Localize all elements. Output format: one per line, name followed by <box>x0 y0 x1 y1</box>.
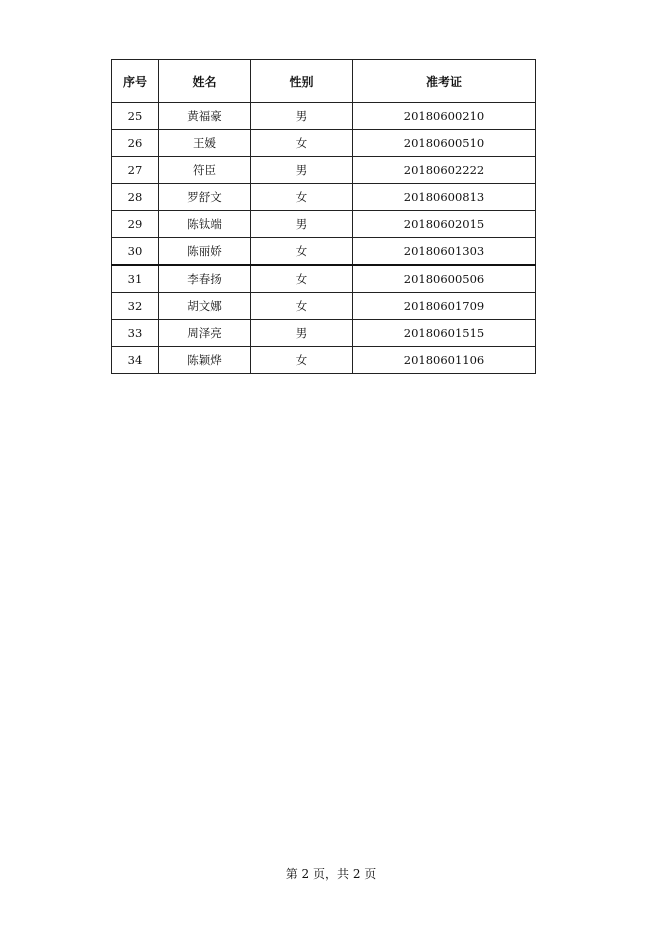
header-exam-id: 准考证 <box>353 60 536 103</box>
header-row <box>112 60 536 103</box>
table-row <box>112 103 536 130</box>
cell-index: 27 <box>112 157 159 184</box>
page-footer: 第 2 页，共 2 页 <box>285 867 377 881</box>
cell-gender: 女 <box>251 347 353 374</box>
cell-index: 26 <box>112 130 159 157</box>
cell-name: 陈颖烨 <box>159 347 251 374</box>
candidate-table <box>111 59 536 374</box>
cell-gender: 女 <box>251 265 353 293</box>
cell-index: 29 <box>112 211 159 238</box>
table-row <box>112 211 536 238</box>
cell-exam-id: 20180602222 <box>353 157 536 184</box>
cell-gender: 女 <box>251 293 353 320</box>
cell-exam-id: 20180601709 <box>353 293 536 320</box>
table-row <box>112 265 536 293</box>
cell-exam-id: 20180601303 <box>353 238 536 266</box>
cell-index: 33 <box>112 320 159 347</box>
cell-index: 28 <box>112 184 159 211</box>
cell-name: 李春扬 <box>159 265 251 293</box>
header-name: 姓名 <box>159 60 251 103</box>
table-row <box>112 238 536 266</box>
cell-name: 胡文娜 <box>159 293 251 320</box>
cell-name: 符臣 <box>159 157 251 184</box>
cell-name: 陈钛端 <box>159 211 251 238</box>
cell-exam-id: 20180600210 <box>353 103 536 130</box>
table-body <box>112 103 536 374</box>
cell-index: 34 <box>112 347 159 374</box>
cell-index: 30 <box>112 238 159 266</box>
cell-name: 王媛 <box>159 130 251 157</box>
header-gender: 性别 <box>251 60 353 103</box>
table-row <box>112 184 536 211</box>
cell-gender: 男 <box>251 211 353 238</box>
cell-index: 32 <box>112 293 159 320</box>
table-header <box>112 60 536 103</box>
cell-exam-id: 20180600813 <box>353 184 536 211</box>
cell-exam-id: 20180600506 <box>353 265 536 293</box>
cell-exam-id: 20180601106 <box>353 347 536 374</box>
header-index: 序号 <box>112 60 159 103</box>
cell-index: 25 <box>112 103 159 130</box>
cell-gender: 男 <box>251 320 353 347</box>
cell-gender: 男 <box>251 157 353 184</box>
cell-name: 罗舒文 <box>159 184 251 211</box>
cell-gender: 女 <box>251 130 353 157</box>
table-row <box>112 130 536 157</box>
cell-name: 陈丽娇 <box>159 238 251 266</box>
cell-exam-id: 20180600510 <box>353 130 536 157</box>
cell-exam-id: 20180602015 <box>353 211 536 238</box>
cell-gender: 女 <box>251 184 353 211</box>
table-row <box>112 320 536 347</box>
cell-exam-id: 20180601515 <box>353 320 536 347</box>
cell-gender: 男 <box>251 103 353 130</box>
table-row <box>112 347 536 374</box>
cell-name: 黄福豪 <box>159 103 251 130</box>
table-row <box>112 157 536 184</box>
cell-name: 周泽亮 <box>159 320 251 347</box>
table-row <box>112 293 536 320</box>
cell-gender: 女 <box>251 238 353 266</box>
cell-index: 31 <box>112 265 159 293</box>
